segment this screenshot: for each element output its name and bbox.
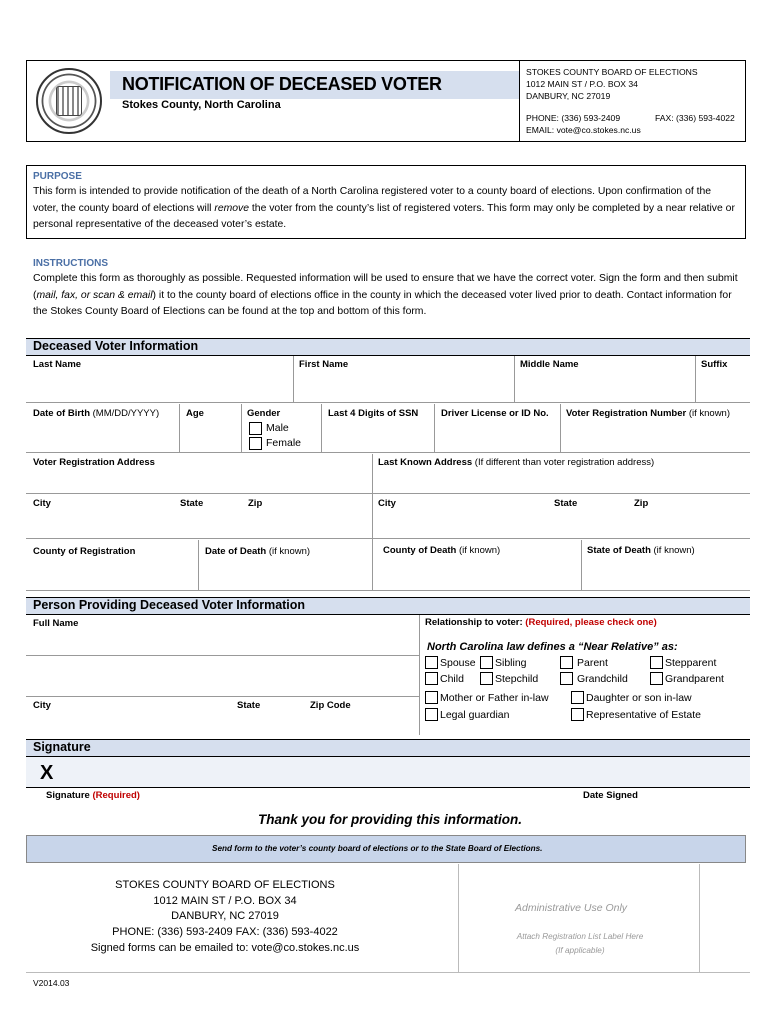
- dob-label: Date of Birth (MM/DD/YYYY): [33, 408, 160, 419]
- suffix-label: Suffix: [701, 359, 728, 370]
- board-phone: PHONE: (336) 593-2409: [526, 113, 621, 123]
- last-state-label: State: [554, 498, 578, 509]
- grandchild-option-label: Grandchild: [577, 673, 628, 685]
- purpose-text: This form is intended to provide notification of the death of a North Carolina registered voter to a county board of elections. Upon confirmation of the voter, the county board of elections will remove the voter from the county’s list of registered voters. This form may only be completed by a near relative or personal representative of the deceased voter’s estate.: [33, 186, 735, 230]
- guardian-checkbox[interactable]: [425, 708, 438, 724]
- footer-address-2: DANBURY, NC 27019: [171, 910, 279, 922]
- last-name-label: Last Name: [33, 359, 82, 370]
- child-option-label: Child: [440, 673, 464, 685]
- male-option-label: Male: [266, 422, 289, 434]
- full-name-label: Full Name: [33, 618, 79, 629]
- grandparent-option-label: Grandparent: [665, 673, 724, 685]
- admin-if-applicable: (If applicable): [555, 946, 605, 955]
- page-subtitle: Stokes County, North Carolina: [122, 99, 281, 111]
- instructions-heading: INSTRUCTIONS: [33, 258, 108, 269]
- board-name: STOKES COUNTY BOARD OF ELECTIONS: [526, 67, 698, 77]
- instructions-text: Complete this form as thoroughly as possible. Requested information will be used to ensure that we have the correct voter. Sign the form and then submit (mail, fax, or scan & email) it to the county board of elections office in the county in which the deceased voter lived prior to death. Contact information for the Stokes County Board of Elections can be found at the top and bottom of this form.: [33, 273, 738, 317]
- grandchild-checkbox[interactable]: [560, 672, 573, 688]
- date-death-label: Date of Death (if known): [205, 546, 311, 557]
- signature-banner: [26, 739, 750, 757]
- footer-email: Signed forms can be emailed to: vote@co.stokes.nc.us: [90, 942, 360, 954]
- county-reg-label: County of Registration: [33, 546, 136, 557]
- send-instruction: Send form to the voter’s county board of elections or to the State Board of Elections.: [212, 844, 543, 853]
- purpose-heading: PURPOSE: [33, 171, 82, 182]
- provider-zip-label: Zip Code: [310, 700, 351, 711]
- admin-use-label: Administrative Use Only: [515, 902, 628, 914]
- admin-label-instruction: Attach Registration List Label Here: [516, 932, 644, 941]
- ssn-label: Last 4 Digits of SSN: [328, 408, 419, 419]
- near-relative-definition: North Carolina law defines a “Near Relative” as:: [427, 641, 678, 653]
- inlaw-checkbox[interactable]: [425, 691, 438, 707]
- board-email: EMAIL: vote@co.stokes.nc.us: [526, 125, 641, 135]
- deceased-title: Deceased Voter Information: [33, 339, 199, 353]
- stepparent-checkbox[interactable]: [650, 656, 663, 672]
- form-version: V2014.03: [33, 978, 70, 988]
- footer-board-name: STOKES COUNTY BOARD OF ELECTIONS: [115, 879, 335, 891]
- date-signed-label: Date Signed: [583, 790, 638, 801]
- thank-you-message: Thank you for providing this information.: [258, 812, 522, 827]
- signature-label: Signature (Required): [46, 790, 140, 801]
- relationship-label: Relationship to voter: (Required, please check one): [425, 617, 657, 628]
- reg-number-label: Voter Registration Number (if known): [566, 408, 731, 419]
- zip-label: Zip: [248, 498, 263, 509]
- state-label: State: [180, 498, 204, 509]
- board-address-1: 1012 MAIN ST / P.O. BOX 34: [526, 79, 638, 89]
- spouse-checkbox[interactable]: [425, 656, 438, 672]
- male-checkbox[interactable]: [249, 422, 262, 438]
- stepparent-option-label: Stepparent: [665, 657, 717, 669]
- license-label: Driver License or ID No.: [441, 408, 549, 419]
- footer-address-1: 1012 MAIN ST / P.O. BOX 34: [153, 895, 297, 907]
- header-divider: [519, 60, 520, 142]
- provider-title: Person Providing Deceased Voter Information: [33, 598, 306, 612]
- provider-city-label: City: [33, 700, 51, 711]
- inlaw-option-label: Mother or Father in-law: [440, 692, 549, 704]
- grandparent-checkbox[interactable]: [650, 672, 663, 688]
- state-death-label: State of Death (if known): [587, 545, 695, 556]
- gender-label: Gender: [247, 408, 281, 419]
- female-option-label: Female: [266, 437, 302, 449]
- child-checkbox[interactable]: [425, 672, 438, 688]
- provider-state-label: State: [237, 700, 261, 711]
- signature-title: Signature: [33, 740, 91, 754]
- last-city-label: City: [378, 498, 396, 509]
- sibling-checkbox[interactable]: [480, 656, 493, 672]
- last-zip-label: Zip: [634, 498, 649, 509]
- spouse-option-label: Spouse: [440, 657, 476, 669]
- female-checkbox[interactable]: [249, 437, 262, 453]
- board-address-2: DANBURY, NC 27019: [526, 91, 611, 101]
- daughter-inlaw-option-label: Daughter or son in-law: [586, 692, 692, 704]
- signature-x-mark: X: [40, 762, 54, 784]
- state-seal-icon: [36, 68, 102, 134]
- page-title: NOTIFICATION OF DECEASED VOTER: [122, 74, 442, 94]
- guardian-option-label: Legal guardian: [440, 709, 510, 721]
- signature-field[interactable]: [26, 757, 750, 787]
- sibling-option-label: Sibling: [495, 657, 527, 669]
- daughter-inlaw-checkbox[interactable]: [571, 691, 584, 707]
- stepchild-option-label: Stepchild: [495, 673, 539, 685]
- board-fax: FAX: (336) 593-4022: [655, 113, 735, 123]
- stepchild-checkbox[interactable]: [480, 672, 493, 688]
- age-label: Age: [186, 408, 204, 419]
- city-label: City: [33, 498, 51, 509]
- representative-checkbox[interactable]: [571, 708, 584, 724]
- footer-phone-fax: PHONE: (336) 593-2409 FAX: (336) 593-4022: [112, 926, 338, 938]
- reg-address-label: Voter Registration Address: [33, 457, 155, 468]
- middle-name-label: Middle Name: [520, 359, 579, 370]
- representative-option-label: Representative of Estate: [586, 709, 701, 721]
- parent-checkbox[interactable]: [560, 656, 573, 672]
- first-name-label: First Name: [299, 359, 349, 370]
- last-address-label: Last Known Address (If different than voter registration address): [378, 457, 655, 468]
- county-death-label: County of Death (if known): [383, 545, 501, 556]
- parent-option-label: Parent: [577, 657, 608, 669]
